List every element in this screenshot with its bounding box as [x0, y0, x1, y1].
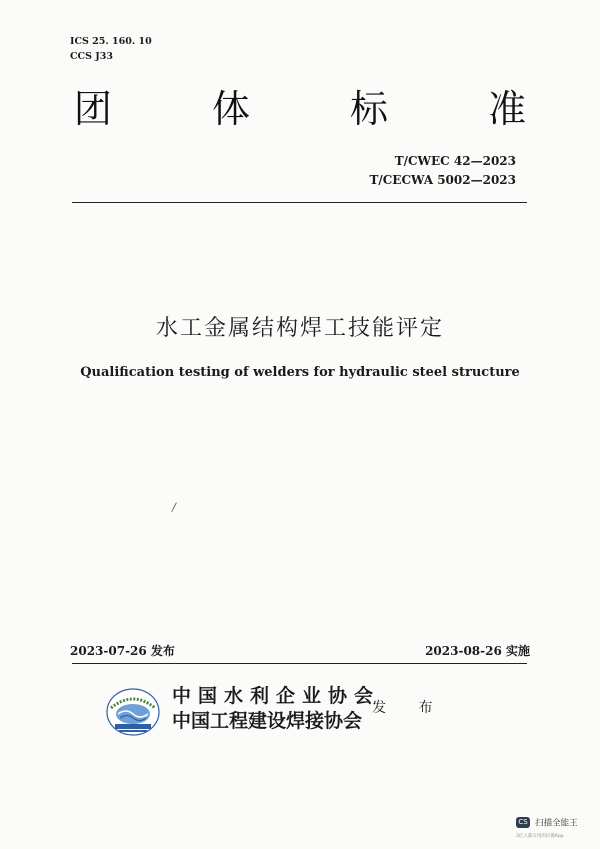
- document-kind-heading: 团 体 标 准: [73, 87, 571, 131]
- standard-number-cecwa: T/CECWA 5002—2023: [369, 173, 516, 187]
- publish-label: 发 布: [372, 700, 447, 716]
- standard-number-cwec: T/CWEC 42—2023: [394, 154, 516, 168]
- title-chinese: 水工金属结构焊工技能评定: [155, 316, 444, 341]
- scanner-tagline: 3亿人都在用的扫描App: [516, 834, 564, 839]
- standard-numbers: [369, 152, 516, 190]
- scanner-app-name: 扫描全能王: [535, 818, 578, 829]
- camscanner-badge-icon: CS: [516, 817, 530, 828]
- issue-date: 2023-07-26 发布: [70, 644, 175, 658]
- scanner-watermark: [516, 812, 578, 839]
- stray-pen-mark: /: [170, 499, 178, 515]
- association-logo-icon: [106, 688, 160, 736]
- header-divider: [72, 202, 527, 203]
- ics-code: ICS 25. 160. 10: [70, 36, 152, 47]
- publisher-names: [172, 684, 380, 734]
- footer-divider: [72, 663, 527, 664]
- implementation-date: 2023-08-26 实施: [425, 644, 530, 658]
- ccs-code: CCS J33: [70, 51, 114, 62]
- classification-codes: [70, 34, 152, 64]
- publisher-water-conservancy: 中国水利企业协会: [172, 685, 381, 707]
- publisher-welding-association: 中国工程建设焊接协会: [172, 710, 363, 732]
- title-english: Qualification testing of welders for hydraulic steel structure: [80, 365, 520, 380]
